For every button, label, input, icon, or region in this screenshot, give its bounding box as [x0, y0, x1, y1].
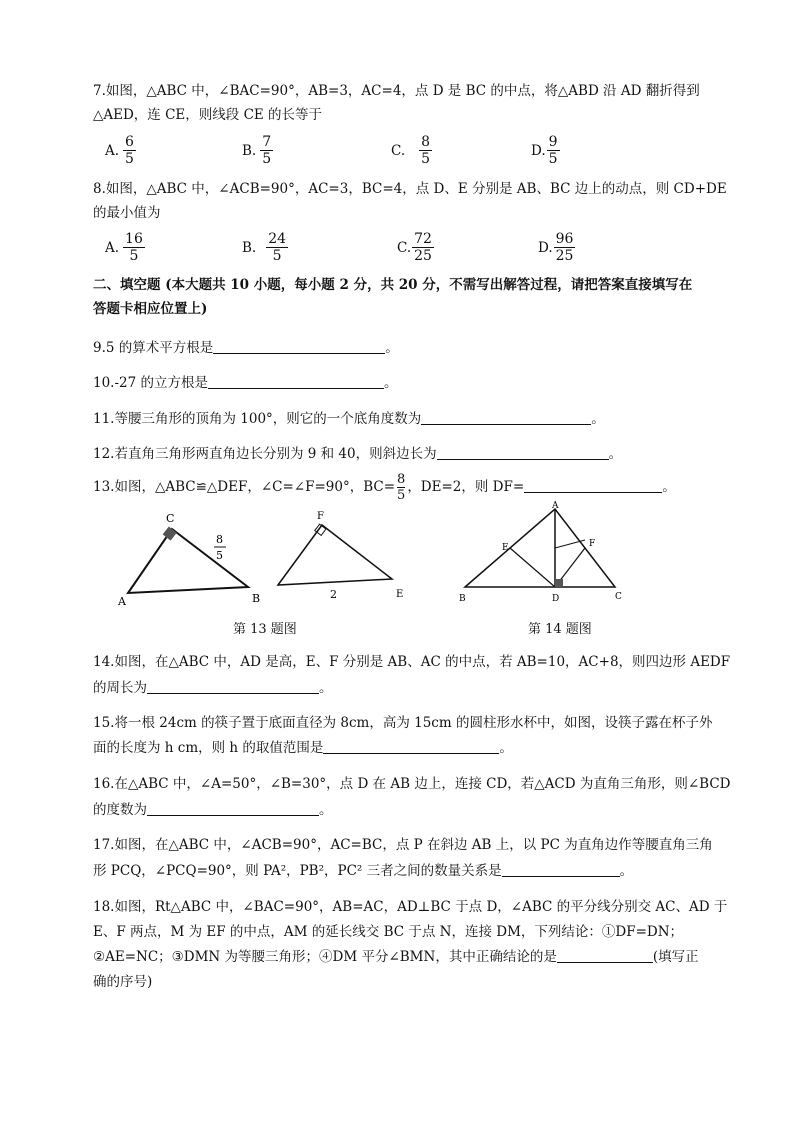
label-c: C: [166, 512, 175, 525]
q11: 11.等腰三角形的顶角为 100°，则它的一个底角度数为 。: [93, 411, 605, 427]
q18-answer-blank[interactable]: [557, 948, 653, 963]
section2-heading-line2: 答题卡相应位置上): [93, 301, 208, 317]
q16-answer-blank[interactable]: [147, 801, 319, 816]
figure-14-caption: 第 14 题图: [528, 622, 592, 637]
label-a: A: [118, 595, 126, 608]
q8-option-a: A. $\frac{16}{5}$: [105, 231, 143, 264]
q15-line1: 15.将一根 24cm 的筷子置于底面直径为 8cm，高为 15cm 的圆柱形水杯中，如图，设筷子露在杯子外: [93, 715, 713, 731]
segment-ed: [510, 548, 555, 587]
label-bc-den: 5: [216, 549, 223, 562]
q14-answer-blank[interactable]: [147, 679, 319, 694]
q7-option-c: C. $\frac{8}{5}$: [391, 134, 431, 167]
right-angle-mark-d: [555, 579, 563, 587]
q14-line2: 的周长为 。: [93, 680, 333, 696]
q17-line2: 形 PCQ，∠PCQ=90°，则 PA²，PB²，PC² 三者之间的数量关系是 。: [93, 863, 634, 879]
q13-answer-blank[interactable]: [524, 478, 662, 493]
q11-answer-blank[interactable]: [421, 410, 591, 425]
q18-line3: ②AE=NC；③DMN 为等腰三角形；④DM 平分∠BMN，其中正确结论的是 (填写正: [93, 949, 699, 965]
label-a-14: A: [552, 501, 559, 511]
q7-line2: △AED，连 CE，则线段 CE 的长等于: [93, 107, 323, 123]
q15-answer-blank[interactable]: [323, 739, 499, 754]
label-e-14: E: [502, 543, 509, 553]
q7-option-b: B. $\frac{7}{5}$: [242, 134, 272, 167]
q18-line4: 确的序号): [93, 974, 153, 990]
q15-line2: 面的长度为 h cm，则 h 的取值范围是 。: [93, 740, 513, 756]
q9-answer-blank[interactable]: [213, 339, 385, 354]
label-e: E: [396, 589, 404, 600]
q10: 10.-27 的立方根是 。: [93, 375, 398, 391]
q18-line1: 18.如图，Rt△ABC 中，∠BAC=90°，AB=AC，AD⊥BC 于点 D，∠ABC 的平分线分别交 AC、AD 于: [93, 899, 728, 915]
q8-line1: 8.如图，△ABC 中，∠ACB=90°，AC=3，BC=4，点 D、E 分别是 AB、BC 边上的动点，则 CD+DE: [93, 181, 727, 197]
triangle-abc: [128, 529, 248, 593]
figure-14: [455, 500, 635, 610]
section2-heading-line1: 二、填空题 (本大题共 10 小题，每小题 2 分，共 20 分，不需写出解答过程，请把答案直接填写在: [93, 277, 693, 293]
q7-line1: 7.如图，△ABC 中，∠BAC=90°，AB=3，AC=4，点 D 是 BC 的中点，将△ABD 沿 AD 翻折得到: [93, 83, 700, 99]
q9: 9.5 的算术平方根是 。: [93, 340, 399, 356]
label-bc-num: 8: [216, 533, 223, 546]
q12: 12.若直角三角形两直角边长分别为 9 和 40，则斜边长为 。: [93, 446, 623, 462]
q13: 13.如图，△ABC≌△DEF，∠C=∠F=90°，BC= $\frac{8}{5}$ ，DE=2，则 DF= 。: [93, 472, 676, 503]
q8-option-c: C. $\frac{72}{25}$: [397, 231, 432, 264]
q7-option-a: A. $\frac{6}{5}$: [105, 134, 134, 167]
q8-option-b: B. $\frac{24}{5}$: [242, 231, 287, 264]
label-f: F: [317, 511, 324, 522]
q12-answer-blank[interactable]: [437, 445, 609, 460]
label-b-14: B: [459, 594, 466, 604]
segment-af: [555, 540, 585, 548]
figure-13: [110, 505, 420, 610]
q18-line2: E、F 两点，M 为 EF 的中点，AM 的延长线交 BC 于点 N，连接 DM，下列结论：①DF=DN；: [93, 924, 684, 940]
q7-option-d: D. $\frac{9}{5}$: [531, 134, 558, 167]
label-f-14: F: [589, 539, 596, 549]
label-d-14: D: [552, 594, 560, 604]
q8-option-d: D. $\frac{96}{25}$: [538, 231, 574, 264]
q10-answer-blank[interactable]: [208, 374, 384, 389]
q16-line2: 的度数为 。: [93, 802, 333, 818]
triangle-def: [278, 525, 392, 585]
label-de: 2: [330, 588, 337, 601]
label-c-14: C: [615, 592, 622, 602]
q14-line1: 14.如图，在△ABC 中，AD 是高，E、F 分别是 AB、AC 的中点，若 AB=10，AC+8，则四边形 AEDF: [93, 654, 731, 670]
figure-13-caption: 第 13 题图: [233, 622, 297, 637]
q16-line1: 16.在△ABC 中，∠A=50°，∠B=30°，点 D 在 AB 边上，连接 CD，若△ACD 为直角三角形，则∠BCD: [93, 776, 731, 792]
q17-line1: 17.如图，在△ABC 中，∠ACB=90°，AC=BC，点 P 在斜边 AB 上，以 PC 为直角边作等腰直角三角: [93, 837, 713, 853]
label-b: B: [252, 592, 261, 605]
q17-answer-blank[interactable]: [502, 862, 620, 877]
q8-line2: 的最小值为: [93, 205, 161, 221]
